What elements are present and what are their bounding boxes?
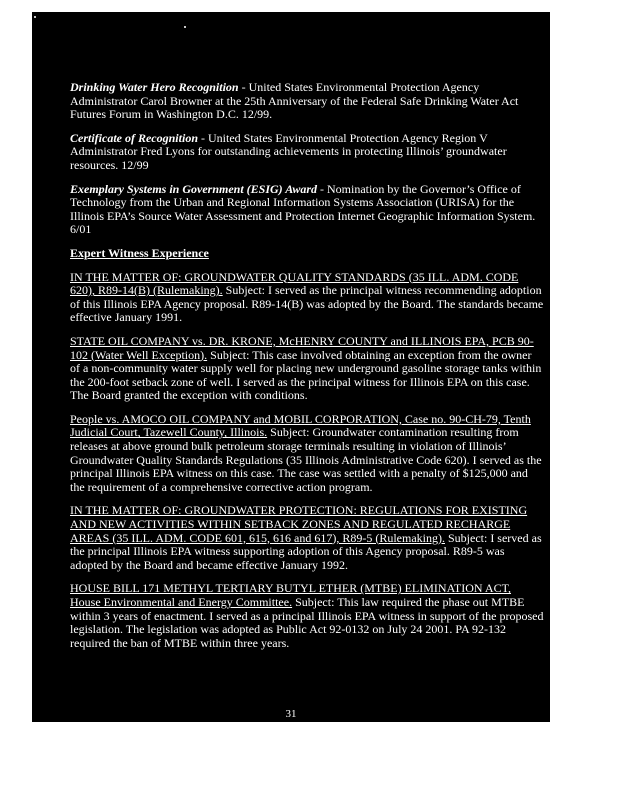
case-entry — [70, 335, 544, 403]
award-description: - Nomination by the Governor’s Office of Technology from the Urban and Regional Information Systems Association (URISA) for the Illinois EPA’s Source Water Assessment and Protection Internet Geographic Information System. 6/01 — [70, 181, 536, 237]
page-number: 31 — [285, 708, 297, 720]
award-entry — [70, 183, 544, 237]
case-description: Subject: This case involved obtaining an exception from the owner of a non-community water supply well for placing new underground gasoline storage tanks within the 200-foot setback zone of well. I served as the principal witness for Illinois EPA on this case. The Board granted the exception with conditions. — [70, 347, 542, 403]
scan-speck — [184, 26, 186, 28]
case-description: Subject: Groundwater contamination resulting from releases at above ground bulk petroleum storage terminals resulting in violation of Illinois’ Groundwater Quality Standards Regulations (35 Illinois Administrative Code 620). I served as the principal Illinois EPA witness on this case. The case was settled with a penalty of $125,000 and the requirement of a comprehensive corrective action program. — [70, 425, 542, 494]
section-heading: Expert Witness Experience — [70, 245, 209, 260]
award-title: Exemplary Systems in Government (ESIG) Award — [70, 181, 318, 196]
case-entry — [70, 271, 544, 325]
document-body — [70, 81, 544, 660]
case-entry — [70, 504, 544, 572]
case-entry — [70, 413, 544, 495]
case-description: Subject: I served as the principal Illinois EPA witness supporting adoption of this Agency proposal. R89-5 was adopted by the Board and became effective January 1992. — [70, 530, 542, 572]
case-caption: IN THE MATTER OF: GROUNDWATER QUALITY STANDARDS (35 ILL. ADM. CODE 620), R89-14(B) (Rulemaking). — [70, 269, 519, 298]
case-caption: STATE OIL COMPANY vs. DR. KRONE, McHENRY COUNTY and ILLINOIS EPA, PCB 90-102 (Water Well Exception). — [70, 333, 534, 362]
scan-speck — [34, 16, 36, 18]
award-description: - United States Environmental Protection Agency Administrator Carol Browner at the 25th Anniversary of the Federal Safe Drinking Water Act Futures Forum in Washington D.C. 12/99. — [70, 80, 519, 122]
award-entry — [70, 81, 544, 122]
award-title: Drinking Water Hero Recognition — [70, 80, 239, 94]
case-description: Subject: I served as the principal witness recommending adoption of this Illinois EPA Agency proposal. R89-14(B) was adopted by the Board. The standards became effective January 1991. — [70, 283, 544, 325]
award-title: Certificate of Recognition — [70, 130, 198, 145]
scanned-page — [32, 12, 550, 722]
award-entry — [70, 132, 544, 173]
case-caption: IN THE MATTER OF: GROUNDWATER PROTECTION: REGULATIONS FOR EXISTING AND NEW ACTIVITIES WITHIN SETBACK ZONES AND REGULATED RECHARGE AREAS (35 ILL. ADM. CODE 601, 615, 616 and 617), R89-5 (Rulemaking). — [70, 503, 528, 545]
case-caption: People vs. AMOCO OIL COMPANY and MOBIL CORPORATION, Case no. 90-CH-79, Tenth Judicial Court, Tazewell County, Illinois. — [70, 411, 531, 440]
case-description: Subject: This law required the phase out MTBE within 3 years of enactment. I served as a principal Illinois EPA witness in support of the proposed legislation. The legislation was adopted as Public Act 92-0132 on July 24 2001. PA 92-132 required the ban of MTBE within three years. — [70, 595, 544, 650]
case-entry — [70, 582, 544, 650]
case-caption: HOUSE BILL 171 METHYL TERTIARY BUTYL ETHER (MTBE) ELIMINATION ACT, House Environmental and Energy Committee. — [70, 581, 512, 609]
award-description: - United States Environmental Protection Agency Region V Administrator Fred Lyons for outstanding achievements in protecting Illinois’ groundwater resources. 12/99 — [70, 130, 507, 172]
